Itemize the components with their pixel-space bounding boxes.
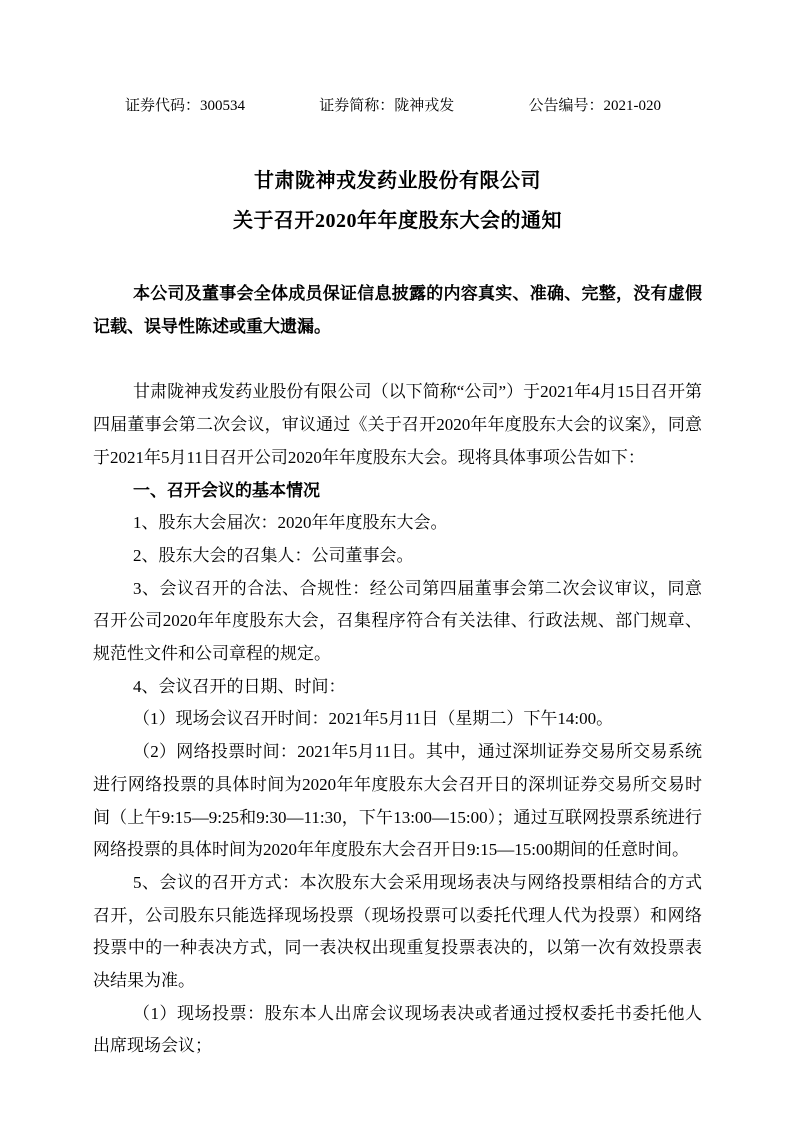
item-convener: 2、股东大会的召集人：公司董事会。 (133, 545, 414, 565)
document-header-row (125, 96, 661, 116)
item-meeting-method: 5、会议的召开方式：本次股东大会采用现场表决与网络投票相结合的方式召开，公司股东只能选择现场投票（现场投票可以委托代理人代为投票）和网络投票中的一种表决方式，同一表决权出现重复投票表决的，以第一次有效投票表决结果为准。 (93, 872, 702, 991)
section-heading-basic-info: 一、召开会议的基本情况 (133, 480, 320, 500)
item-onsite-meeting-time: （1）现场会议召开时间：2021年5月11日（星期二）下午14:00。 (133, 709, 614, 729)
item-legality: 3、会议召开的合法、合规性：经公司第四届董事会第二次会议审议，同意召开公司2020年年度股东大会，召集程序符合有关法律、行政法规、部门规章、规范性文件和公司章程的规定。 (93, 578, 702, 664)
item-date-time: 4、会议召开的日期、时间： (133, 676, 346, 696)
stock-name-label: 证券简称：陇神戎发 (319, 98, 455, 114)
item-online-voting-time: （2）网络投票时间：2021年5月11日。其中，通过深圳证券交易所交易系统进行网络投票的具体时间为2020年年度股东大会召开日的深圳证券交易所交易时间（上午9:15—9:25和9:30—11:30，下午13:00—15:00）；通过互联网投票系统进行网络投票的具体时间为2020年年度股东大会召开日9:15—15:00期间的任意时间。 (93, 742, 702, 860)
company-name-title: 甘肃陇神戎发药业股份有限公司 (254, 170, 541, 192)
item-meeting-session: 1、股东大会届次：2020年年度股东大会。 (133, 513, 448, 533)
notice-title: 关于召开2020年年度股东大会的通知 (233, 210, 562, 232)
stock-code-label: 证券代码：300534 (125, 98, 246, 114)
disclaimer-paragraph: 本公司及董事会全体成员保证信息披露的内容真实、准确、完整，没有虚假记载、误导性陈述或重大遗漏。 (93, 284, 702, 336)
intro-paragraph: 甘肃陇神戎发药业股份有限公司（以下简称“公司”）于2021年4月15日召开第四届董事会第二次会议，审议通过《关于召开2020年年度股东大会的议案》，同意于2021年5月11日召开公司2020年年度股东大会。现将具体事项公告如下： (93, 382, 702, 467)
announcement-number-label: 公告编号：2021-020 (528, 98, 661, 114)
item-onsite-voting: （1）现场投票：股东本人出席会议现场表决或者通过授权委托书委托他人出席现场会议； (93, 1003, 702, 1056)
